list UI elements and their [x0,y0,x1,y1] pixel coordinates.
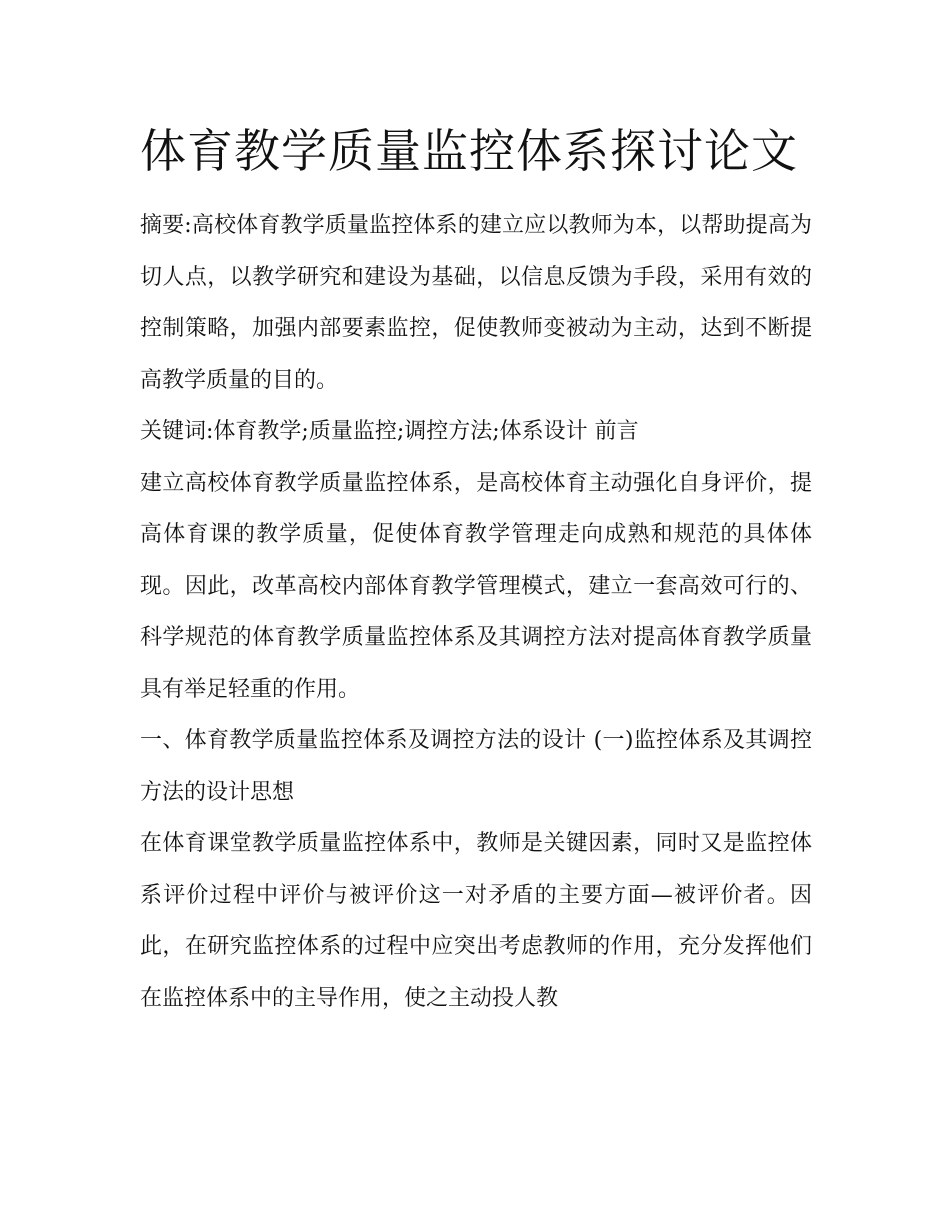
body-paragraph: 在体育课堂教学质量监控体系中，教师是关键因素，同时又是监控体系评价过程中评价与被评价这一对矛盾的主要方面—被评价者。因此，在研究监控体系的过程中应突出考虑教师的作用，充分发挥他们在监控体系中的主导作用，使之主动投人教 [140,831,812,1011]
document-body [140,112,812,1024]
keywords-paragraph: 关键词:体育教学;质量监控;调控方法;体系设计 前言 [140,419,639,444]
abstract-paragraph: 摘要:高校体育教学质量监控体系的建立应以教师为本，以帮助提高为切人点，以教学研究和建设为基础，以信息反馈为手段，采用有效的控制策略，加强内部要素监控，促使教师变被动为主动，达到不断提高教学质量的目的。 [140,213,812,393]
document-title: 体育教学质量监控体系探讨论文 [140,124,798,178]
intro-paragraph: 建立高校体育教学质量监控体系，是高校体育主动强化自身评价，提高体育课的教学质量，促使体育教学管理走向成熟和规范的具体体现。因此，改革高校内部体育教学管理模式，建立一套高效可行的、科学规范的体育教学质量监控体系及其调控方法对提高体育教学质量具有举足轻重的作用。 [140,470,812,702]
section-heading-paragraph: 一、体育教学质量监控体系及调控方法的设计 (一)监控体系及其调控方法的设计思想 [140,728,812,805]
